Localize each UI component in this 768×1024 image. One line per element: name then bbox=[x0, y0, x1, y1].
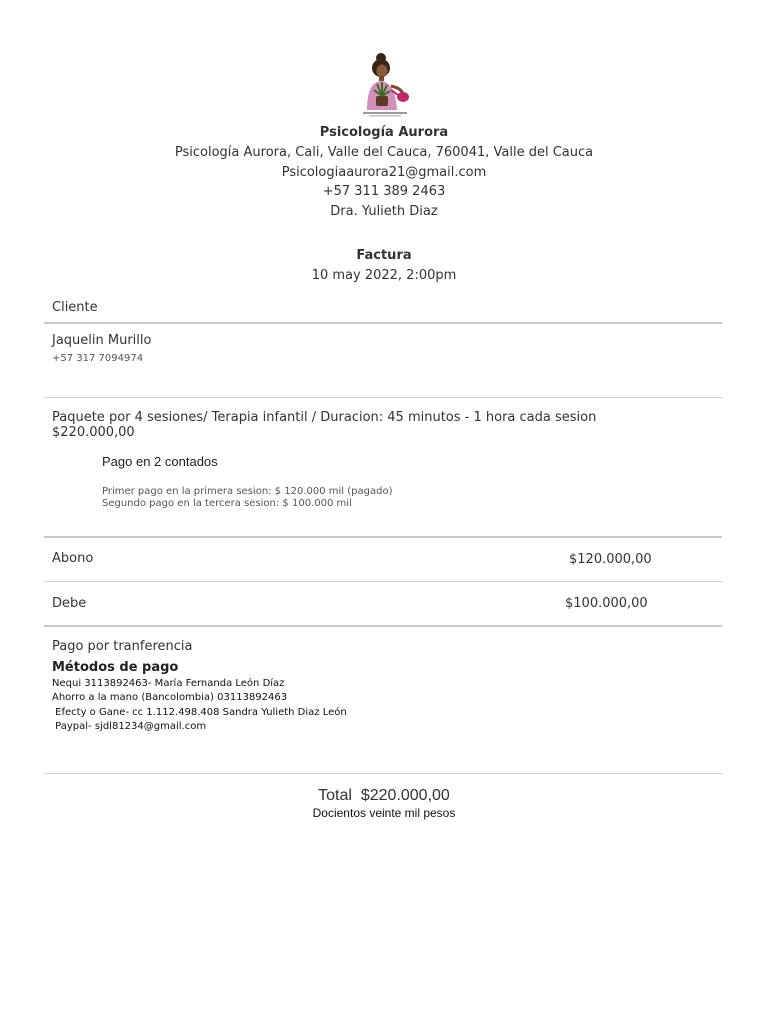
business-name: Psicología Aurora bbox=[319, 125, 449, 140]
abono-amount: $120.000,00 bbox=[569, 552, 652, 567]
debe-label: Debe bbox=[52, 596, 87, 611]
business-phone[interactable]: +57 311 389 2463 bbox=[322, 184, 446, 199]
business-logo bbox=[357, 52, 413, 118]
divider bbox=[44, 536, 722, 538]
payment-method: Ahorro a la mano (Bancolombia) 03113892463 bbox=[52, 692, 288, 703]
payment-plan-line: Primer pago en la primera sesion: $ 120.000 mil (pagado) bbox=[102, 486, 393, 497]
invoice-date: 10 may 2022, 2:00pm bbox=[311, 268, 457, 283]
payment-note: Pago por tranferencia bbox=[52, 639, 193, 654]
item-description: Paquete por 4 sesiones/ Terapia infantil / Duracion: 45 minutos - 1 hora cada sesion bbox=[52, 410, 597, 425]
payment-method: Nequi 3113892463- María Fernanda León Díaz bbox=[52, 678, 285, 689]
divider bbox=[44, 581, 722, 582]
business-email[interactable]: Psicologiaaurora21@gmail.com bbox=[281, 165, 487, 180]
invoice-title: Factura bbox=[356, 248, 412, 263]
total-line bbox=[0, 787, 768, 805]
divider bbox=[44, 625, 722, 627]
divider bbox=[44, 322, 722, 324]
doctor-name: Dra. Yulieth Diaz bbox=[330, 204, 438, 219]
total-amount: $220.000,00 bbox=[360, 787, 450, 804]
debe-amount: $100.000,00 bbox=[565, 596, 648, 611]
item-price: $220.000,00 bbox=[52, 425, 135, 440]
client-section-label: Cliente bbox=[52, 300, 98, 315]
payment-plan-line: Segundo pago en la tercera sesion: $ 100.000 mil bbox=[102, 498, 352, 509]
total-label: Total bbox=[318, 787, 352, 804]
divider bbox=[44, 773, 722, 774]
client-name: Jaquelin Murillo bbox=[52, 333, 152, 348]
item-line bbox=[52, 410, 672, 440]
divider bbox=[44, 397, 722, 398]
payment-plan-title: Pago en 2 contados bbox=[102, 454, 218, 469]
abono-label: Abono bbox=[52, 551, 94, 566]
payment-method: Paypal- sjdl81234@gmail.com bbox=[52, 721, 207, 732]
client-phone: +57 317 7094974 bbox=[52, 353, 144, 364]
total-in-words: Docientos veinte mil pesos bbox=[312, 806, 456, 820]
payment-methods-title: Métodos de pago bbox=[52, 660, 179, 675]
payment-method: Efecty o Gane- cc 1.112.498.408 Sandra Yulieth Diaz León bbox=[52, 707, 347, 718]
business-address: Psicología Aurora, Cali, Valle del Cauca, 760041, Valle del Cauca bbox=[174, 145, 594, 160]
